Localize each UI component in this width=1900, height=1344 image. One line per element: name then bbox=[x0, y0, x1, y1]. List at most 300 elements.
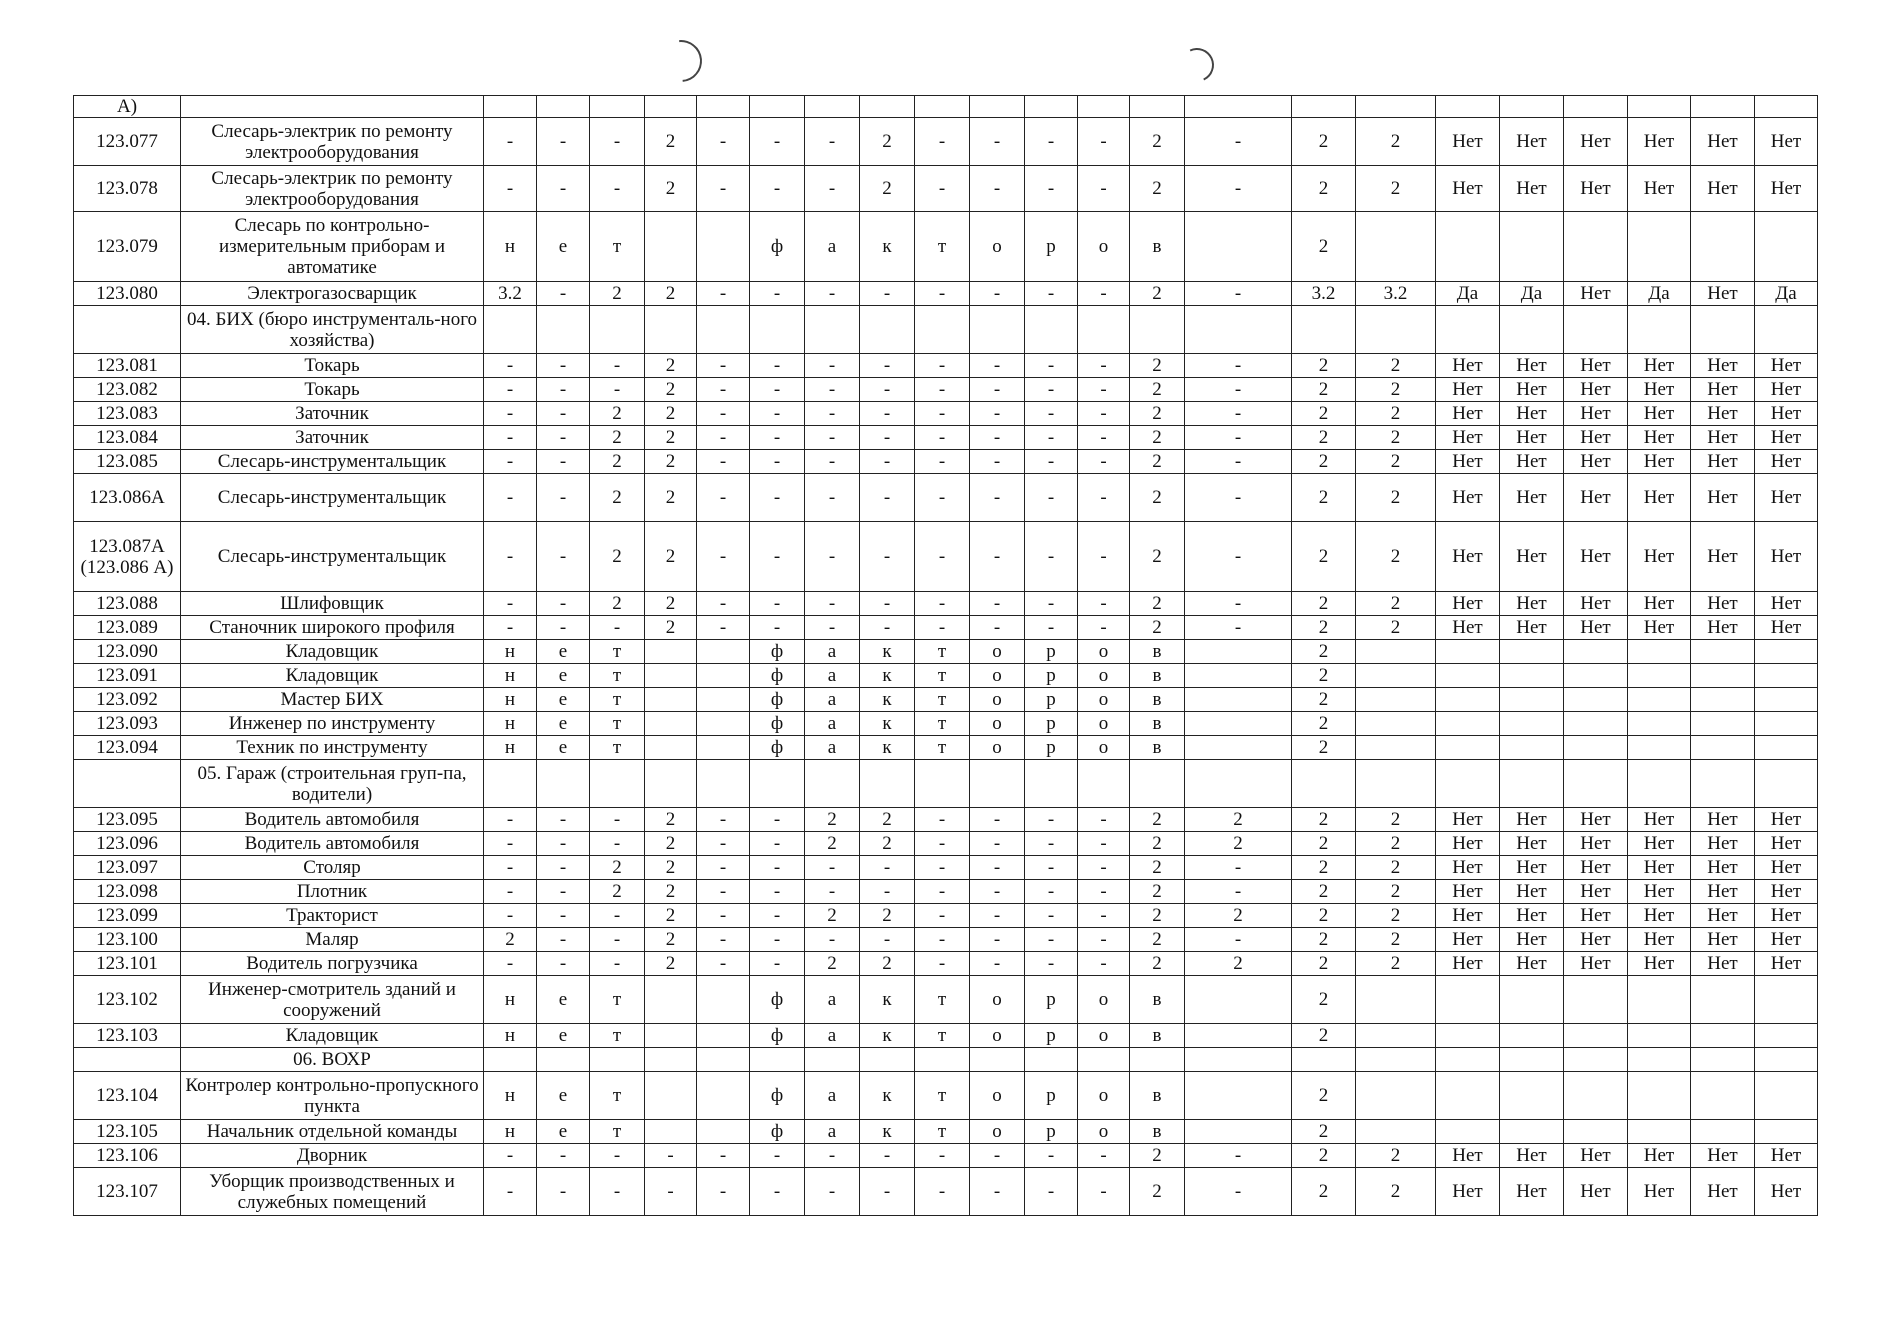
row-cell bbox=[805, 760, 860, 808]
row-cell: Нет bbox=[1755, 402, 1818, 426]
row-cell: - bbox=[1078, 904, 1130, 928]
row-cell: - bbox=[697, 402, 750, 426]
row-cell: 2 bbox=[1292, 426, 1356, 450]
row-cell: - bbox=[915, 904, 970, 928]
row-cell bbox=[1691, 1024, 1755, 1048]
row-cell: 2 bbox=[1292, 378, 1356, 402]
row-name: Кладовщик bbox=[181, 640, 484, 664]
row-cell: 2 bbox=[1292, 1144, 1356, 1168]
row-cell bbox=[970, 306, 1025, 354]
table-row bbox=[74, 1048, 1818, 1072]
row-cell: Нет bbox=[1755, 166, 1818, 212]
row-cell: а bbox=[805, 664, 860, 688]
row-cell bbox=[860, 306, 915, 354]
row-cell: Нет bbox=[1628, 904, 1691, 928]
row-name: Токарь bbox=[181, 354, 484, 378]
row-cell: - bbox=[860, 616, 915, 640]
row-cell bbox=[1185, 212, 1292, 282]
row-cell: - bbox=[805, 118, 860, 166]
row-cell bbox=[645, 760, 697, 808]
row-cell: - bbox=[915, 592, 970, 616]
row-cell: Нет bbox=[1628, 592, 1691, 616]
row-cell: - bbox=[860, 282, 915, 306]
table-row bbox=[74, 928, 1818, 952]
row-cell bbox=[970, 96, 1025, 118]
row-cell: 2 bbox=[860, 832, 915, 856]
row-cell bbox=[1078, 760, 1130, 808]
row-cell: а bbox=[805, 712, 860, 736]
row-cell: Нет bbox=[1755, 522, 1818, 592]
row-cell bbox=[590, 1048, 645, 1072]
row-code: 123.088 bbox=[74, 592, 181, 616]
row-cell bbox=[1500, 1048, 1564, 1072]
row-code: 123.084 bbox=[74, 426, 181, 450]
row-cell: р bbox=[1025, 688, 1078, 712]
row-cell: Нет bbox=[1436, 856, 1500, 880]
row-cell: Нет bbox=[1628, 450, 1691, 474]
row-cell: Нет bbox=[1755, 832, 1818, 856]
row-cell: 2 bbox=[1356, 166, 1436, 212]
row-cell bbox=[590, 306, 645, 354]
row-cell bbox=[1436, 1120, 1500, 1144]
row-cell: Нет bbox=[1564, 282, 1628, 306]
row-cell: н bbox=[484, 1120, 537, 1144]
row-cell: т bbox=[590, 736, 645, 760]
row-cell: 2 bbox=[1292, 166, 1356, 212]
row-cell: 2 bbox=[1130, 402, 1185, 426]
row-cell: - bbox=[1185, 592, 1292, 616]
row-cell: - bbox=[697, 928, 750, 952]
row-name: Столяр bbox=[181, 856, 484, 880]
row-name: Мастер БИХ bbox=[181, 688, 484, 712]
row-cell bbox=[1628, 306, 1691, 354]
row-cell: - bbox=[915, 616, 970, 640]
row-code bbox=[74, 760, 181, 808]
row-cell: Нет bbox=[1755, 904, 1818, 928]
row-cell: 2 bbox=[1130, 1144, 1185, 1168]
row-cell: - bbox=[537, 450, 590, 474]
row-cell: 2 bbox=[1292, 928, 1356, 952]
row-cell: - bbox=[915, 474, 970, 522]
row-cell: 2 bbox=[1292, 616, 1356, 640]
row-cell: е bbox=[537, 640, 590, 664]
row-cell: 2 bbox=[645, 522, 697, 592]
row-cell: ф bbox=[750, 736, 805, 760]
row-cell bbox=[590, 760, 645, 808]
row-cell bbox=[1500, 1024, 1564, 1048]
row-cell: - bbox=[697, 952, 750, 976]
row-cell bbox=[484, 96, 537, 118]
row-name: Водитель автомобиля bbox=[181, 832, 484, 856]
row-cell: - bbox=[1025, 808, 1078, 832]
row-cell: Да bbox=[1436, 282, 1500, 306]
row-cell bbox=[1691, 306, 1755, 354]
row-cell: т bbox=[915, 212, 970, 282]
row-cell: Нет bbox=[1436, 904, 1500, 928]
row-cell: 2 bbox=[645, 378, 697, 402]
row-cell bbox=[1755, 976, 1818, 1024]
table-row bbox=[74, 96, 1818, 118]
row-cell: 2 bbox=[1292, 856, 1356, 880]
row-cell: 2 bbox=[590, 426, 645, 450]
table-row bbox=[74, 976, 1818, 1024]
row-cell bbox=[645, 1072, 697, 1120]
table-row bbox=[74, 592, 1818, 616]
table-body bbox=[74, 96, 1818, 1216]
row-cell: Нет bbox=[1691, 592, 1755, 616]
row-cell: - bbox=[750, 856, 805, 880]
row-name: Водитель автомобиля bbox=[181, 808, 484, 832]
row-cell: - bbox=[860, 450, 915, 474]
row-cell: Нет bbox=[1564, 928, 1628, 952]
row-cell bbox=[1356, 1072, 1436, 1120]
row-cell: - bbox=[537, 904, 590, 928]
row-cell: 2 bbox=[1356, 1144, 1436, 1168]
row-code: 123.102 bbox=[74, 976, 181, 1024]
row-cell bbox=[1691, 664, 1755, 688]
row-cell: Нет bbox=[1500, 880, 1564, 904]
row-cell: - bbox=[537, 856, 590, 880]
row-cell: - bbox=[697, 832, 750, 856]
row-cell: Нет bbox=[1628, 616, 1691, 640]
row-code: 123.106 bbox=[74, 1144, 181, 1168]
row-cell bbox=[1755, 664, 1818, 688]
row-cell bbox=[1755, 212, 1818, 282]
row-cell: - bbox=[1025, 904, 1078, 928]
row-cell: Нет bbox=[1755, 354, 1818, 378]
row-cell bbox=[1564, 1024, 1628, 1048]
row-cell: 2 bbox=[645, 426, 697, 450]
row-cell: - bbox=[484, 166, 537, 212]
row-cell: - bbox=[805, 616, 860, 640]
row-cell bbox=[697, 664, 750, 688]
row-cell: т bbox=[915, 1072, 970, 1120]
row-cell: в bbox=[1130, 212, 1185, 282]
row-cell: - bbox=[697, 856, 750, 880]
row-cell: - bbox=[1185, 522, 1292, 592]
row-cell bbox=[697, 1120, 750, 1144]
row-cell bbox=[1691, 976, 1755, 1024]
row-cell: к bbox=[860, 1072, 915, 1120]
row-cell: - bbox=[805, 282, 860, 306]
row-cell: - bbox=[697, 474, 750, 522]
row-cell: 2 bbox=[645, 856, 697, 880]
row-cell: Нет bbox=[1691, 616, 1755, 640]
row-cell: т bbox=[915, 1024, 970, 1048]
row-code: 123.098 bbox=[74, 880, 181, 904]
row-name: Заточник bbox=[181, 402, 484, 426]
row-cell: 2 bbox=[860, 118, 915, 166]
row-cell: 2 bbox=[1356, 808, 1436, 832]
row-code: 123.103 bbox=[74, 1024, 181, 1048]
row-cell: 2 bbox=[860, 808, 915, 832]
row-cell: 2 bbox=[1356, 426, 1436, 450]
row-cell bbox=[1025, 760, 1078, 808]
row-cell: Нет bbox=[1628, 1144, 1691, 1168]
row-cell bbox=[1356, 736, 1436, 760]
row-cell bbox=[1436, 1048, 1500, 1072]
row-cell: - bbox=[860, 522, 915, 592]
row-cell: Нет bbox=[1755, 450, 1818, 474]
row-cell bbox=[1292, 306, 1356, 354]
row-cell: 2 bbox=[1130, 450, 1185, 474]
row-cell bbox=[1185, 1024, 1292, 1048]
row-cell: Нет bbox=[1564, 426, 1628, 450]
row-cell: 2 bbox=[1292, 1024, 1356, 1048]
row-cell: - bbox=[970, 426, 1025, 450]
row-cell: - bbox=[484, 354, 537, 378]
row-cell: Нет bbox=[1691, 378, 1755, 402]
row-cell: - bbox=[484, 880, 537, 904]
row-cell: - bbox=[915, 928, 970, 952]
row-cell: - bbox=[484, 952, 537, 976]
row-cell: 2 bbox=[1130, 474, 1185, 522]
row-cell: ф bbox=[750, 1024, 805, 1048]
row-cell: о bbox=[970, 712, 1025, 736]
row-cell: - bbox=[970, 118, 1025, 166]
row-cell bbox=[915, 306, 970, 354]
row-cell: - bbox=[1078, 378, 1130, 402]
row-cell: е bbox=[537, 1024, 590, 1048]
row-cell: - bbox=[697, 904, 750, 928]
row-cell: Нет bbox=[1500, 808, 1564, 832]
row-cell: - bbox=[590, 378, 645, 402]
row-name: Токарь bbox=[181, 378, 484, 402]
row-cell: Нет bbox=[1564, 118, 1628, 166]
row-cell: о bbox=[970, 640, 1025, 664]
row-cell: Нет bbox=[1564, 832, 1628, 856]
row-cell: е bbox=[537, 664, 590, 688]
row-cell: - bbox=[537, 952, 590, 976]
row-cell: в bbox=[1130, 1120, 1185, 1144]
row-cell: Нет bbox=[1564, 592, 1628, 616]
row-cell: - bbox=[860, 426, 915, 450]
row-cell bbox=[1691, 1048, 1755, 1072]
row-cell: - bbox=[484, 474, 537, 522]
row-cell: в bbox=[1130, 976, 1185, 1024]
row-cell bbox=[1564, 1120, 1628, 1144]
row-cell: - bbox=[697, 1168, 750, 1216]
row-cell bbox=[1025, 306, 1078, 354]
row-cell bbox=[697, 736, 750, 760]
row-cell: Нет bbox=[1755, 426, 1818, 450]
row-cell: - bbox=[697, 522, 750, 592]
table-row bbox=[74, 166, 1818, 212]
row-cell: н bbox=[484, 640, 537, 664]
row-cell: Нет bbox=[1691, 402, 1755, 426]
row-cell: - bbox=[970, 282, 1025, 306]
row-cell bbox=[1628, 1120, 1691, 1144]
row-cell: 2 bbox=[1130, 592, 1185, 616]
row-cell bbox=[1691, 760, 1755, 808]
row-cell: 2 bbox=[805, 952, 860, 976]
row-cell: - bbox=[750, 282, 805, 306]
row-cell: - bbox=[697, 592, 750, 616]
row-cell: - bbox=[1078, 928, 1130, 952]
row-cell: е bbox=[537, 1072, 590, 1120]
table-row bbox=[74, 880, 1818, 904]
row-cell: 2 bbox=[590, 856, 645, 880]
row-cell: 2 bbox=[1292, 712, 1356, 736]
row-cell: - bbox=[970, 856, 1025, 880]
row-cell: 2 bbox=[1292, 1168, 1356, 1216]
row-cell: - bbox=[970, 402, 1025, 426]
row-cell: т bbox=[915, 736, 970, 760]
row-cell: Нет bbox=[1500, 426, 1564, 450]
row-cell: - bbox=[1025, 166, 1078, 212]
row-cell: Нет bbox=[1436, 832, 1500, 856]
row-cell: н bbox=[484, 212, 537, 282]
row-cell: - bbox=[750, 1144, 805, 1168]
row-cell bbox=[860, 760, 915, 808]
row-cell: Нет bbox=[1436, 880, 1500, 904]
row-cell bbox=[697, 306, 750, 354]
row-cell bbox=[1185, 712, 1292, 736]
row-cell: - bbox=[484, 1144, 537, 1168]
row-cell bbox=[1436, 1024, 1500, 1048]
row-cell bbox=[697, 212, 750, 282]
row-cell: Нет bbox=[1691, 474, 1755, 522]
row-cell: р bbox=[1025, 1120, 1078, 1144]
row-cell: о bbox=[1078, 736, 1130, 760]
row-cell: - bbox=[750, 928, 805, 952]
table-row bbox=[74, 640, 1818, 664]
row-cell: - bbox=[537, 928, 590, 952]
row-cell: - bbox=[750, 904, 805, 928]
row-cell: - bbox=[970, 1168, 1025, 1216]
row-cell bbox=[1130, 306, 1185, 354]
row-cell: 2 bbox=[1185, 952, 1292, 976]
row-cell: - bbox=[484, 592, 537, 616]
table-row bbox=[74, 1168, 1818, 1216]
row-cell: 2 bbox=[1356, 952, 1436, 976]
row-cell: - bbox=[1078, 808, 1130, 832]
row-cell: - bbox=[697, 166, 750, 212]
row-cell: Нет bbox=[1755, 1144, 1818, 1168]
row-cell bbox=[1691, 96, 1755, 118]
row-name: Электрогазосварщик bbox=[181, 282, 484, 306]
row-cell: Нет bbox=[1628, 474, 1691, 522]
row-cell: Нет bbox=[1436, 402, 1500, 426]
row-cell bbox=[1500, 712, 1564, 736]
row-cell: - bbox=[1025, 592, 1078, 616]
row-cell: - bbox=[860, 856, 915, 880]
row-cell: - bbox=[1185, 354, 1292, 378]
row-cell bbox=[1185, 760, 1292, 808]
row-cell bbox=[1500, 96, 1564, 118]
row-cell: - bbox=[697, 378, 750, 402]
row-cell: - bbox=[1185, 856, 1292, 880]
row-cell: Нет bbox=[1691, 808, 1755, 832]
row-cell: Нет bbox=[1436, 166, 1500, 212]
row-cell: - bbox=[484, 808, 537, 832]
row-cell bbox=[1130, 96, 1185, 118]
row-cell: - bbox=[645, 1144, 697, 1168]
row-cell: Нет bbox=[1755, 880, 1818, 904]
row-cell: 2 bbox=[1130, 880, 1185, 904]
row-cell: - bbox=[697, 1144, 750, 1168]
row-cell: - bbox=[970, 474, 1025, 522]
row-cell: - bbox=[537, 378, 590, 402]
row-code: 123.101 bbox=[74, 952, 181, 976]
row-cell: 2 bbox=[1130, 522, 1185, 592]
row-cell: Нет bbox=[1755, 378, 1818, 402]
row-cell bbox=[1564, 212, 1628, 282]
row-cell: 2 bbox=[860, 952, 915, 976]
row-cell: - bbox=[484, 450, 537, 474]
row-cell bbox=[1500, 212, 1564, 282]
row-cell: 2 bbox=[645, 952, 697, 976]
row-cell: 2 bbox=[1130, 426, 1185, 450]
row-cell: 2 bbox=[1292, 522, 1356, 592]
row-cell bbox=[645, 1120, 697, 1144]
table-row bbox=[74, 450, 1818, 474]
row-cell: Нет bbox=[1564, 450, 1628, 474]
row-cell: Нет bbox=[1500, 592, 1564, 616]
row-name: Тракторист bbox=[181, 904, 484, 928]
row-cell bbox=[805, 1048, 860, 1072]
row-code: 123.092 bbox=[74, 688, 181, 712]
row-cell: н bbox=[484, 664, 537, 688]
row-cell: Нет bbox=[1500, 952, 1564, 976]
row-cell: - bbox=[750, 808, 805, 832]
table-row bbox=[74, 904, 1818, 928]
row-cell: - bbox=[970, 832, 1025, 856]
row-cell bbox=[1564, 712, 1628, 736]
row-code: 123.093 bbox=[74, 712, 181, 736]
row-name: Заточник bbox=[181, 426, 484, 450]
row-cell: к bbox=[860, 664, 915, 688]
row-cell: - bbox=[1078, 282, 1130, 306]
row-cell bbox=[1564, 96, 1628, 118]
row-cell: - bbox=[970, 928, 1025, 952]
row-cell: 2 bbox=[645, 354, 697, 378]
row-cell: р bbox=[1025, 1024, 1078, 1048]
row-cell bbox=[484, 760, 537, 808]
row-name: Дворник bbox=[181, 1144, 484, 1168]
row-cell: - bbox=[697, 450, 750, 474]
row-cell: 2 bbox=[1292, 688, 1356, 712]
row-cell: Нет bbox=[1755, 856, 1818, 880]
row-cell: - bbox=[590, 166, 645, 212]
row-cell: т bbox=[590, 976, 645, 1024]
row-cell bbox=[1185, 1048, 1292, 1072]
row-cell bbox=[1564, 640, 1628, 664]
row-code: 123.085 bbox=[74, 450, 181, 474]
row-cell: к bbox=[860, 736, 915, 760]
row-cell: е bbox=[537, 736, 590, 760]
row-cell: н bbox=[484, 1024, 537, 1048]
row-cell: 2 bbox=[1292, 118, 1356, 166]
row-cell: н bbox=[484, 976, 537, 1024]
table-row bbox=[74, 760, 1818, 808]
row-cell: - bbox=[860, 880, 915, 904]
row-cell: - bbox=[1078, 880, 1130, 904]
row-cell: - bbox=[1078, 450, 1130, 474]
row-cell: о bbox=[1078, 1024, 1130, 1048]
row-cell bbox=[805, 96, 860, 118]
row-cell: - bbox=[1185, 450, 1292, 474]
row-cell bbox=[970, 760, 1025, 808]
row-cell: о bbox=[970, 1024, 1025, 1048]
row-cell: - bbox=[697, 616, 750, 640]
row-cell: - bbox=[860, 378, 915, 402]
row-cell bbox=[1292, 760, 1356, 808]
row-cell: - bbox=[750, 354, 805, 378]
row-name: Станочник широкого профиля bbox=[181, 616, 484, 640]
row-cell: - bbox=[590, 952, 645, 976]
row-cell: - bbox=[750, 402, 805, 426]
